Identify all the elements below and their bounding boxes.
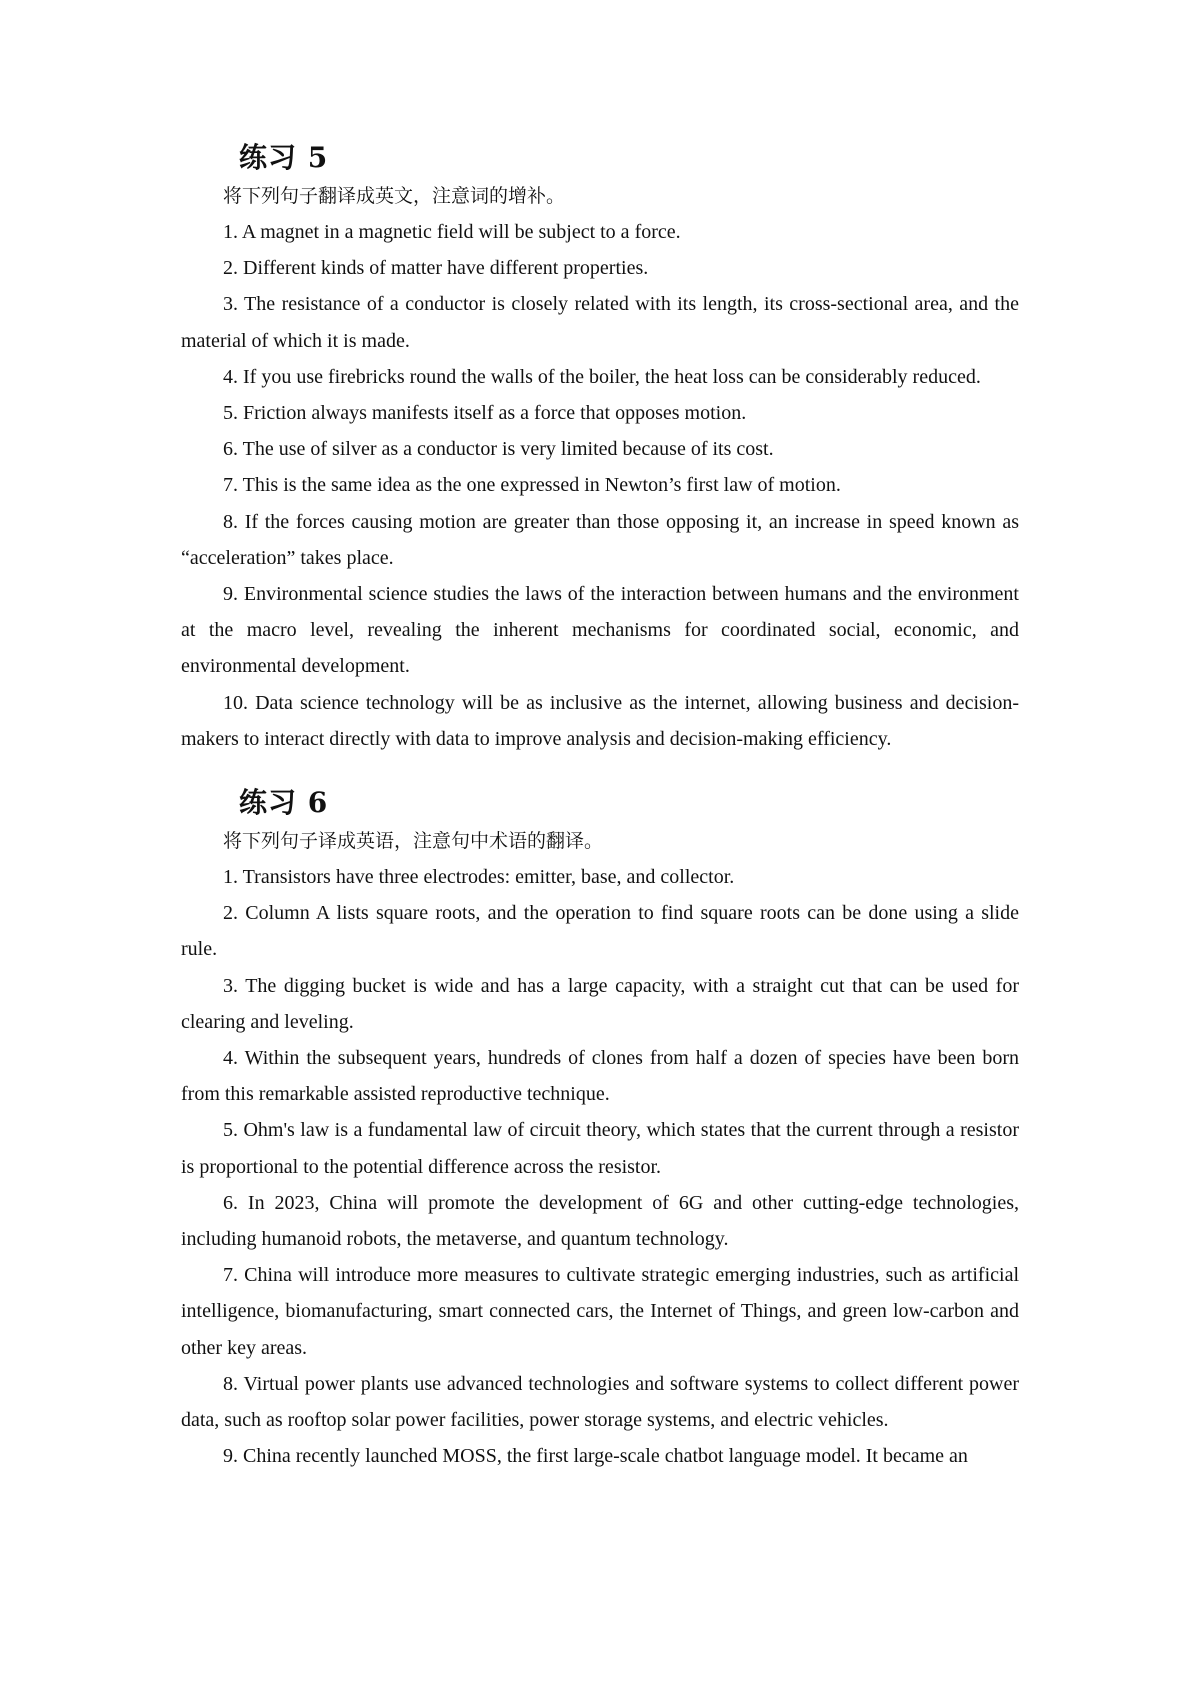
exercise-5-item-2: 2. Different kinds of matter have different properties. (223, 257, 649, 280)
exercise-6-title: 练习 6 (239, 786, 329, 820)
exercise-5-item-3: 3. The resistance of a conductor is closely related with its length, its cross-sectional area, and the material of which it is made. (181, 293, 1019, 352)
exercise-6-item-2: 2. Column A lists square roots, and the operation to find square roots can be done using a slide rule. (181, 902, 1019, 961)
exercise-6-section (181, 785, 1019, 1474)
exercise-5-item-10: 10. Data science technology will be as inclusive as the internet, allowing business and decision-makers to interact directly with data to improve analysis and decision-making efficiency. (181, 691, 1019, 750)
exercise-5-item-8: 8. If the forces causing motion are greater than those opposing it, an increase in speed known as “acceleration” takes place. (181, 510, 1019, 569)
exercise-5-title: 练习 5 (239, 141, 329, 174)
exercise-5-item-6: 6. The use of silver as a conductor is very limited because of its cost. (223, 438, 774, 461)
exercise-6-item-9: 9. China recently launched MOSS, the first large-scale chatbot language model. It became an (223, 1445, 968, 1468)
exercise-5-item-4: 4. If you use firebricks round the walls of the boiler, the heat loss can be considerably reduced. (223, 365, 981, 388)
exercise-6-item-7: 7. China will introduce more measures to cultivate strategic emerging industries, such as artificial intelligence, biomanufacturing, smart connected cars, the Internet of Things, and green low-carbon and other key areas. (181, 1264, 1019, 1359)
exercise-6-item-8: 8. Virtual power plants use advanced technologies and software systems to collect different power data, such as rooftop solar power facilities, power storage systems, and electric vehicles. (181, 1372, 1019, 1432)
exercise-6-item-5: 5. Ohm's law is a fundamental law of circuit theory, which states that the current through a resistor is proportional to the potential difference across the resistor. (181, 1119, 1019, 1178)
exercise-5-instruction: 将下列句子翻译成英文，注意词的增补。 (223, 185, 566, 207)
exercise-5-item-1: 1. A magnet in a magnetic field will be subject to a force. (223, 221, 681, 243)
document-page (181, 140, 1019, 1503)
exercise-5-item-7: 7. This is the same idea as the one expressed in Newton’s first law of motion. (223, 474, 841, 497)
exercise-6-item-1: 1. Transistors have three electrodes: emitter, base, and collector. (223, 866, 735, 889)
exercise-5-item-9: 9. Environmental science studies the laws of the interaction between humans and the environment at the macro level, revealing the inherent mechanisms for coordinated social, economic, and environmental development. (181, 583, 1019, 678)
exercise-6-item-3: 3. The digging bucket is wide and has a large capacity, with a straight cut that can be used for clearing and leveling. (181, 974, 1019, 1033)
exercise-5-item-5: 5. Friction always manifests itself as a force that opposes motion. (223, 402, 747, 425)
exercise-6-item-6: 6. In 2023, China will promote the development of 6G and other cutting-edge technologies, including humanoid robots, the metaverse, and quantum technology. (181, 1191, 1019, 1251)
exercise-6-item-4: 4. Within the subsequent years, hundreds of clones from half a dozen of species have been born from this remarkable assisted reproductive technique. (181, 1047, 1019, 1106)
exercise-5-section (181, 140, 1019, 757)
exercise-6-instruction: 将下列句子译成英语，注意句中术语的翻译。 (223, 830, 604, 853)
